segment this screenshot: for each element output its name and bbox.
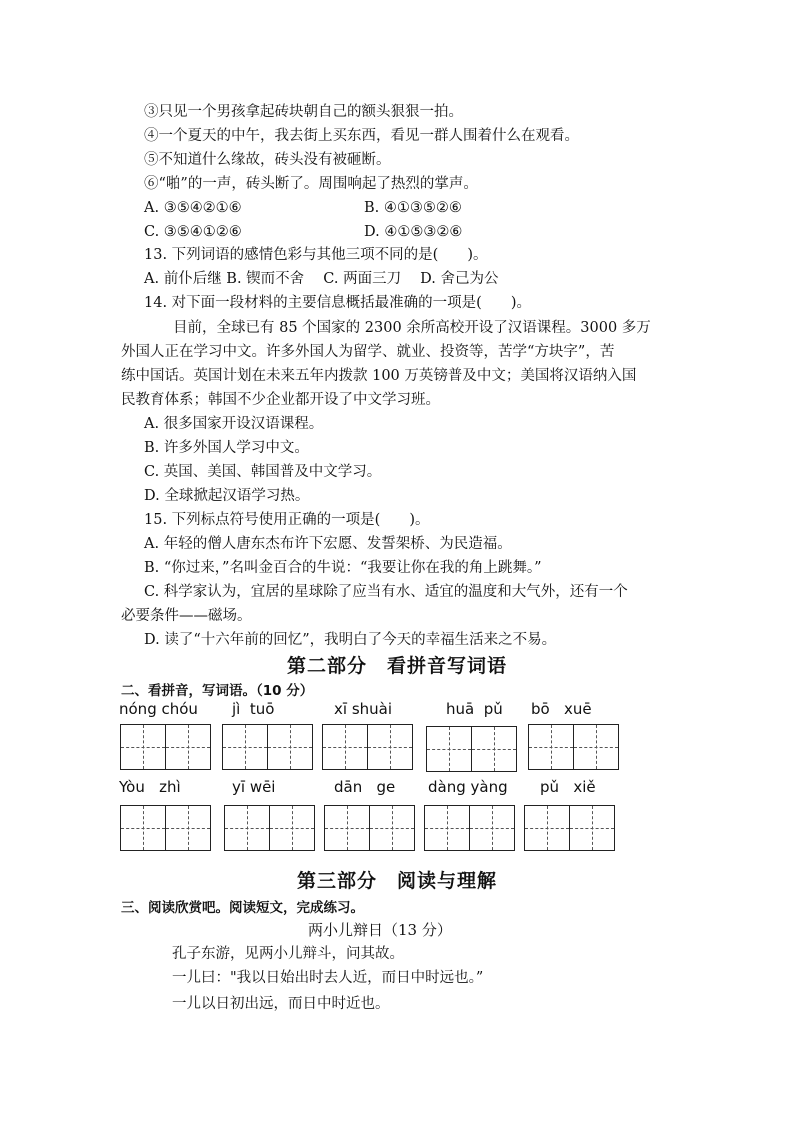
pinyin-label: pǔ xiě <box>540 778 596 796</box>
q14-option-d: D. 全球掀起汉语学习热。 <box>144 488 310 504</box>
q15-option-c-cont: 必要条件——磁场。 <box>121 608 252 624</box>
sentence-6: ⑥“啪”的一声，砖头断了。周围响起了热烈的掌声。 <box>144 176 478 192</box>
writing-grid[interactable] <box>224 805 315 851</box>
writing-grid[interactable] <box>222 724 313 770</box>
q15-option-b: B. “你过来，”名叫金百合的牛说：“我要让你在我的角上跳舞。” <box>144 560 542 576</box>
sentence-3: ③只见一个男孩拿起砖块朝自己的额头狠狠一拍。 <box>144 104 463 120</box>
pinyin-label: dān ge <box>334 778 396 796</box>
option-a: A. ③⑤④②①⑥ <box>144 200 242 216</box>
part2-title: 第二部分 看拼音写词语 <box>286 655 507 677</box>
q14-passage-line: 民教育体系；韩国不少企业都开设了中文学习班。 <box>121 392 440 408</box>
q15-option-a: A. 年轻的僧人唐东杰布许下宏愿、发誓架桥、为民造福。 <box>144 536 512 552</box>
question-15: 15. 下列标点符号使用正确的一项是( )。 <box>144 512 430 528</box>
q14-passage-line: 目前，全球已有 85 个国家的 2300 余所高校开设了汉语课程。3000 多万 <box>144 320 651 336</box>
passage-line: 孔子东游，见两小儿辩斗，问其故。 <box>172 946 404 962</box>
part3-instruction: 三、阅读欣赏吧。阅读短文，完成练习。 <box>121 900 364 916</box>
option-c: C. ③⑤④①②⑥ <box>144 224 242 240</box>
sentence-5: ⑤不知道什么缘故，砖头没有被砸断。 <box>144 152 391 168</box>
pinyin-label: nóng chóu <box>119 700 198 718</box>
writing-grid[interactable] <box>324 805 415 851</box>
writing-grid[interactable] <box>528 724 619 770</box>
passage-line: 一儿以日初出远，而日中时近也。 <box>172 996 390 1012</box>
writing-grid[interactable] <box>120 724 211 770</box>
writing-grid[interactable] <box>120 805 211 851</box>
writing-grid[interactable] <box>524 805 615 851</box>
option-d: D. ④①⑤③②⑥ <box>364 224 463 240</box>
passage-line: 一儿曰："我以日始出时去人近，而日中时远也。” <box>172 970 484 986</box>
pinyin-label: jì tuō <box>232 700 275 718</box>
q14-option-c: C. 英国、美国、韩国普及中文学习。 <box>144 464 382 480</box>
option-b: B. ④①③⑤②⑥ <box>364 200 462 216</box>
pinyin-label: dàng yàng <box>428 778 508 796</box>
pinyin-label: huā pǔ <box>446 700 503 718</box>
q14-passage-line: 外国人正在学习中文。许多外国人为留学、就业、投资等，苦学“方块字”，苦 <box>121 344 615 360</box>
writing-grid[interactable] <box>322 724 413 770</box>
q14-passage-line: 练中国话。英国计划在未来五年内拨款 100 万英镑普及中文；美国将汉语纳入国 <box>121 368 637 384</box>
passage-title: 两小儿辩日（13 分） <box>308 921 452 939</box>
pinyin-label: yī wēi <box>232 778 276 796</box>
sentence-4: ④一个夏天的中午，我去街上买东西，看见一群人围着什么在观看。 <box>144 128 579 144</box>
part2-instruction: 二、看拼音，写词语。（10 分） <box>121 683 314 699</box>
pinyin-label: bō xuē <box>531 700 592 718</box>
pinyin-label: Yòu zhì <box>119 778 181 796</box>
question-13: 13. 下列词语的感情色彩与其他三项不同的是( )。 <box>144 247 488 263</box>
pinyin-label: xī shuài <box>334 700 393 718</box>
writing-grid[interactable] <box>424 805 515 851</box>
q15-option-c: C. 科学家认为，宜居的星球除了应当有水、适宜的温度和大气外，还有一个 <box>144 584 628 600</box>
q15-option-d: D. 读了“十六年前的回忆”，我明白了今天的幸福生活来之不易。 <box>144 632 557 648</box>
writing-grid[interactable] <box>426 726 517 772</box>
q14-option-a: A. 很多国家开设汉语课程。 <box>144 416 324 432</box>
question-14: 14. 对下面一段材料的主要信息概括最准确的一项是( )。 <box>144 295 531 311</box>
q14-option-b: B. 许多外国人学习中文。 <box>144 440 309 456</box>
part3-title: 第三部分 阅读与理解 <box>296 870 497 892</box>
question-13-options: A. 前仆后继 B. 锲而不舍 C. 两面三刀 D. 舍己为公 <box>144 271 499 287</box>
